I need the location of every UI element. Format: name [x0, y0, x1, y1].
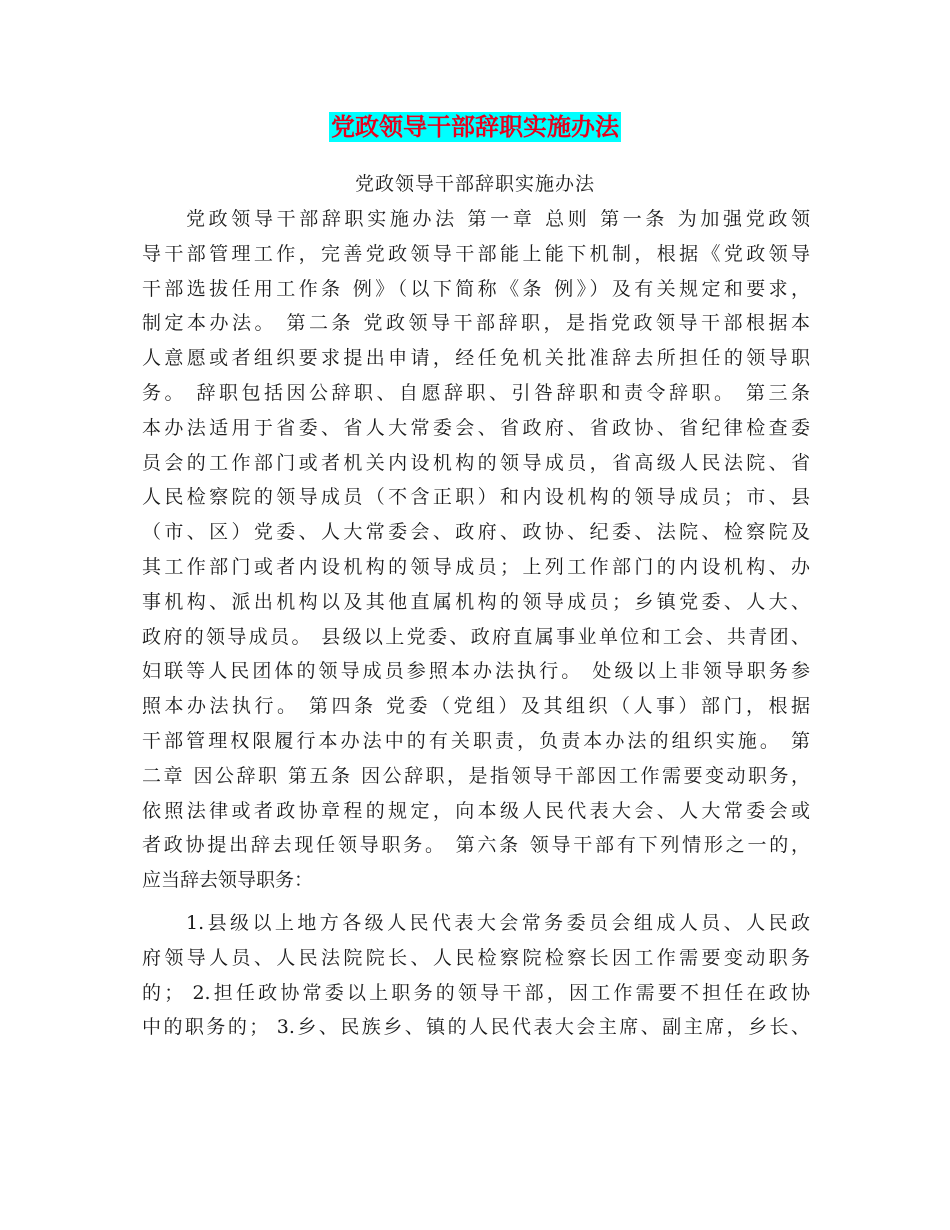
text-line: 事机构、派出机构以及其他直属机构的领导成员；乡镇党委、人大、 [142, 590, 810, 613]
document-body [142, 202, 810, 1045]
title-container [0, 112, 950, 142]
text-line: 二章 因公辞职 第五条 因公辞职，是指领导干部因工作需要变动职务， [142, 764, 810, 787]
text-line: 政府的领导成员。 县级以上党委、政府直属事业单位和工会、共青团、 [142, 625, 810, 648]
text-line: 党政领导干部辞职实施办法 第一章 总则 第一条 为加强党政领 [186, 208, 810, 230]
text-line: 1.县级以上地方各级人民代表大会常务委员会组成人员、人民政 [186, 911, 810, 934]
text-line: （市、区）党委、人大常委会、政府、政协、纪委、法院、检察院及 [142, 521, 810, 544]
text-line: 导干部管理工作，完善党政领导干部能上能下机制，根据《党政领导 [142, 242, 810, 265]
text-line: 中的职务的； 3.乡、民族乡、镇的人民代表大会主席、副主席，乡长、 [142, 1016, 810, 1039]
text-line: 应当辞去领导职务： [142, 869, 314, 892]
text-line: 制定本办法。 第二条 党政领导干部辞职，是指党政领导干部根据本 [142, 312, 810, 335]
document-title: 党政领导干部辞职实施办法 [331, 113, 619, 141]
text-line: 的； 2.担任政协常委以上职务的领导干部，因工作需要不担任在政协 [142, 981, 810, 1004]
paragraph-1 [142, 202, 810, 898]
text-line: 本办法适用于省委、省人大常委会、省政府、省政协、省纪律检查委 [142, 416, 810, 439]
text-line: 府领导人员、人民法院院长、人民检察院检察长因工作需要变动职务 [142, 946, 810, 969]
text-line: 干部选拔任用工作条 例》（以下简称《条 例》）及有关规定和要求， [142, 277, 810, 300]
text-line: 其工作部门或者内设机构的领导成员；上列工作部门的内设机构、办 [142, 555, 810, 578]
text-line: 务。 辞职包括因公辞职、自愿辞职、引咎辞职和责令辞职。 第三条 [142, 381, 810, 404]
text-line: 人民检察院的领导成员（不含正职）和内设机构的领导成员；市、县 [142, 486, 810, 509]
text-line: 员会的工作部门或者机关内设机构的领导成员，省高级人民法院、省 [142, 451, 810, 474]
text-line: 者政协提出辞去现任领导职务。 第六条 领导干部有下列情形之一的， [142, 834, 810, 857]
text-line: 依照法律或者政协章程的规定，向本级人民代表大会、人大常委会或 [142, 799, 810, 822]
text-line: 人意愿或者组织要求提出申请，经任免机关批准辞去所担任的领导职 [142, 347, 810, 370]
text-line: 妇联等人民团体的领导成员参照本办法执行。 处级以上非领导职务参 [142, 660, 810, 683]
paragraph-2 [142, 906, 810, 1045]
document-subtitle: 党政领导干部辞职实施办法 [354, 173, 595, 195]
text-line: 干部管理权限履行本办法中的有关职责，负责本办法的组织实施。 第 [142, 729, 810, 752]
text-line: 照本办法执行。 第四条 党委（党组）及其组织（人事）部门，根据 [142, 695, 810, 718]
